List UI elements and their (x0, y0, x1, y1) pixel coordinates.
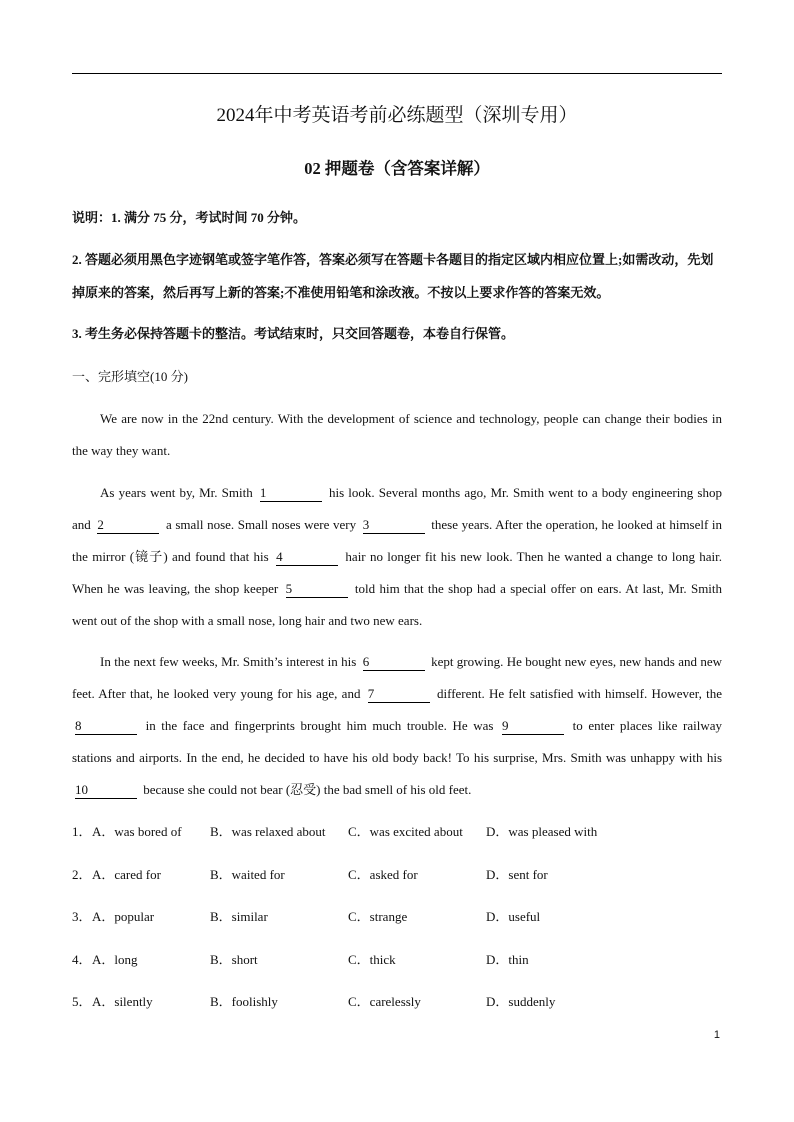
document-title: 2024年中考英语考前必练题型（深圳专用） (216, 105, 578, 126)
blank-3: 3 (363, 517, 425, 534)
option-c: C．thick (348, 951, 396, 967)
option-d: D．was pleased with (486, 824, 598, 839)
option-d: D．useful (486, 909, 541, 924)
option-d: D．sent for (486, 866, 548, 882)
passage-text: to enter places like railway stations and airports. In the end, he decided to have his old body back! To his surprise, Mrs. Smith was unhappy with his (72, 718, 723, 765)
question-number: 4． (72, 951, 92, 967)
blank-7: 7 (368, 686, 430, 703)
question-number: 2． (72, 866, 92, 882)
passage-text: a small nose. Small noses were very (165, 517, 357, 532)
option-c: C．was excited about (348, 824, 463, 839)
option-b: B．was relaxed about (210, 824, 326, 839)
document-subtitle: 02 押题卷（含答案详解） (304, 159, 490, 178)
instructions (72, 201, 722, 234)
blank-2: 2 (97, 517, 159, 534)
page-number: 1 (713, 1029, 720, 1041)
blank-4: 4 (276, 549, 338, 566)
header-rule (72, 73, 722, 74)
option-c: C．carelessly (348, 994, 421, 1009)
passage-text: kept growing. He bought new eyes, new hands and new feet. After that, he looked very young for his age, and (72, 654, 723, 701)
question-row (72, 817, 722, 860)
option-d: D．suddenly (486, 994, 556, 1009)
paragraph-text: We are now in the 22nd century. With the development of science and technology, people can change their bodies in the way they want. (72, 411, 722, 458)
option-b: B．similar (210, 909, 268, 924)
instruction-2: 2. 答题必须用黑色字迹钢笔或签字笔作答，答案必须写在答题卡各题目的指定区域内相应位置上;如需改动，先划掉原来的答案，然后再写上新的答案;不准使用铅笔和涂改液。不按以上要求作答的答案无效。 (72, 252, 714, 300)
option-b: B．short (210, 951, 258, 967)
passage-paragraph-1 (72, 403, 722, 467)
instruction-3: 3. 考生务必保持答题卡的整洁。考试结束时，只交回答题卷，本卷自行保管。 (72, 326, 515, 341)
option-a: A．long (92, 951, 138, 967)
question-number: 5． (72, 994, 92, 1009)
option-d: D．thin (486, 951, 529, 967)
passage-text: different. He felt satisfied with himself. However, the (436, 686, 723, 701)
blank-5: 5 (286, 581, 348, 598)
passage-text: because she could not bear (忍受) the bad smell of his old feet. (143, 782, 472, 797)
passage-paragraph-3 (72, 646, 722, 806)
blank-10: 10 (75, 782, 137, 799)
passage-text: In the next few weeks, Mr. Smith’s interest in his (100, 654, 357, 669)
question-row (72, 945, 722, 988)
option-b: B．foolishly (210, 994, 278, 1009)
question-row (72, 987, 722, 1030)
question-row (72, 902, 722, 945)
passage-text: these years. After the operation, he looked at himself in the mirror (镜子) and found that his (72, 517, 723, 564)
passage-text: in the face and fingerprints brought him much trouble. He was (145, 718, 494, 733)
option-c: C．asked for (348, 866, 418, 882)
passage-text: As years went by, Mr. Smith (100, 485, 253, 500)
section-heading: 一、完形填空(10 分) (72, 369, 188, 384)
question-row (72, 860, 722, 903)
instruction-1: 说明：1. 满分 75 分，考试时间 70 分钟。 (72, 210, 307, 225)
blank-1: 1 (260, 485, 322, 502)
passage-paragraph-2 (72, 477, 722, 637)
passage-text: told him that the shop had a special offer on ears. At last, Mr. Smith went out of the shop with a small nose, long hair and two new ears. (72, 581, 723, 628)
option-a: A．cared for (92, 866, 161, 882)
passage-text: his look. Several months ago, Mr. Smith went to a body engineering shop and (72, 485, 722, 532)
blank-8: 8 (75, 718, 137, 735)
option-a: A．was bored of (92, 824, 182, 839)
question-options (72, 817, 722, 1030)
option-a: A．silently (92, 994, 153, 1009)
instruction-2-block (72, 243, 722, 309)
instruction-3-block (72, 317, 722, 350)
question-number: 1． (72, 824, 92, 839)
passage-text: hair no longer fit his new look. Then he wanted a change to long hair. When he was leaving, the shop keeper (72, 549, 723, 596)
blank-9: 9 (502, 718, 564, 735)
option-a: A．popular (92, 909, 155, 924)
question-number: 3． (72, 909, 92, 924)
blank-6: 6 (363, 654, 425, 671)
option-b: B．waited for (210, 866, 285, 882)
option-c: C．strange (348, 909, 408, 924)
